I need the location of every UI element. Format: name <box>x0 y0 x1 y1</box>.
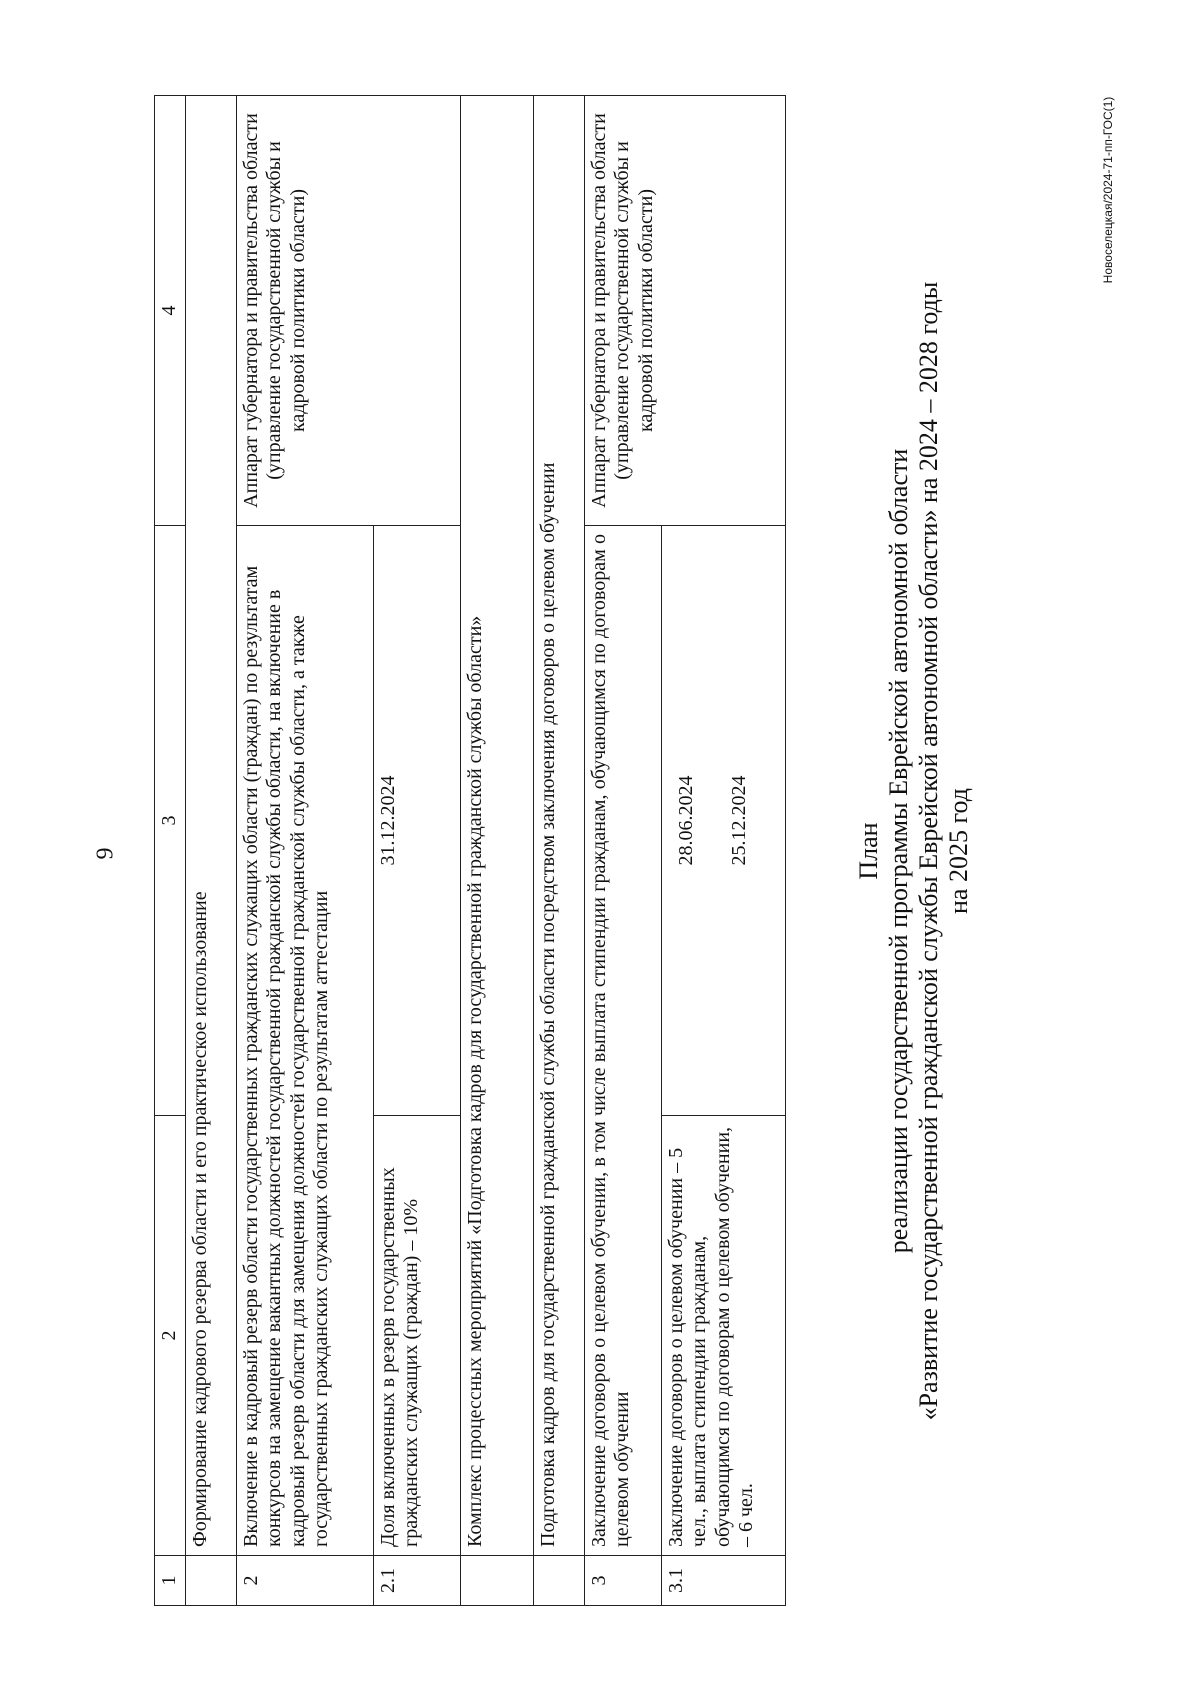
plan-title-line: реализации государственной программы Еврейской автономной области <box>884 448 913 1254</box>
header-col-3: 3 <box>155 526 186 1116</box>
table-row <box>584 96 661 1606</box>
responsible-executor: Аппарат губернатора и правительства области (управление государственной службы и кадровой политики области) <box>584 96 785 526</box>
section-title-reserve: Формирование кадрового резерва области и его практическое использование <box>185 96 236 1556</box>
deadline-date: 25.12.2024 <box>728 775 751 866</box>
row-number: 3 <box>584 1556 661 1606</box>
section-row <box>533 96 584 1606</box>
deadline-date: 31.12.2024 <box>373 526 460 1116</box>
table-row <box>236 96 373 1606</box>
header-col-2: 2 <box>155 1116 186 1556</box>
responsible-executor: Аппарат губернатора и правительства области (управление государственной службы и кадровой политики области) <box>236 96 460 526</box>
plan-title-year: на 2025 год <box>944 788 973 914</box>
plan-table <box>154 95 786 1606</box>
indicator-text: Заключение договоров о целевом обучении – 5 чел., выплата стипендии гражданам, обучающимся по договорам о целевом обучении, – 6 чел. <box>661 1116 785 1556</box>
row-number: 2.1 <box>373 1556 460 1606</box>
table-header-row <box>155 96 186 1606</box>
section-row <box>185 96 236 1606</box>
measure-text: Заключение договоров о целевом обучении, в том числе выплата стипендии гражданам, обучающимся по договорам о целевом обучении <box>584 526 661 1556</box>
plan-title-heading: План <box>854 822 883 880</box>
deadline-dates <box>661 526 785 1116</box>
plan-title-block <box>854 96 974 1606</box>
document-code: Новоселецкая/2024-71-пп-ГОС(1) <box>1101 96 1115 284</box>
row-number: 2 <box>236 1556 373 1606</box>
deadline-date: 28.06.2024 <box>674 775 697 866</box>
section-title-training: Подготовка кадров для государственной гражданской службы области посредством заключения договоров о целевом обучении <box>533 96 584 1556</box>
table-row <box>460 96 533 1606</box>
complex-title: Комплекс процессных мероприятий «Подготовка кадров для государственной гражданской службы области» <box>460 96 533 1556</box>
measure-text: Включение в кадровый резерв области государственных гражданских служащих области (граждан) по результатам конкурсов на замещение вакантных должностей государственной гражданской службы области, на включение в кадровый резерв области для замещения должностей государственной гражданской службы области, а также государственных гражданских служащих области по результатам аттестации <box>236 526 373 1556</box>
indicator-text: Доля включенных в резерв государственных гражданских служащих (граждан) – 10% <box>373 1116 460 1556</box>
rotated-landscape-content <box>154 96 1014 1606</box>
header-col-1: 1 <box>155 1556 186 1606</box>
row-number: 3.1 <box>661 1556 785 1606</box>
page-number: 9 <box>92 847 119 860</box>
plan-title-line: «Развитие государственной гражданской службы Еврейской автономной области» на 2024 – 2028 годы <box>914 281 943 1421</box>
header-col-4: 4 <box>155 96 186 526</box>
